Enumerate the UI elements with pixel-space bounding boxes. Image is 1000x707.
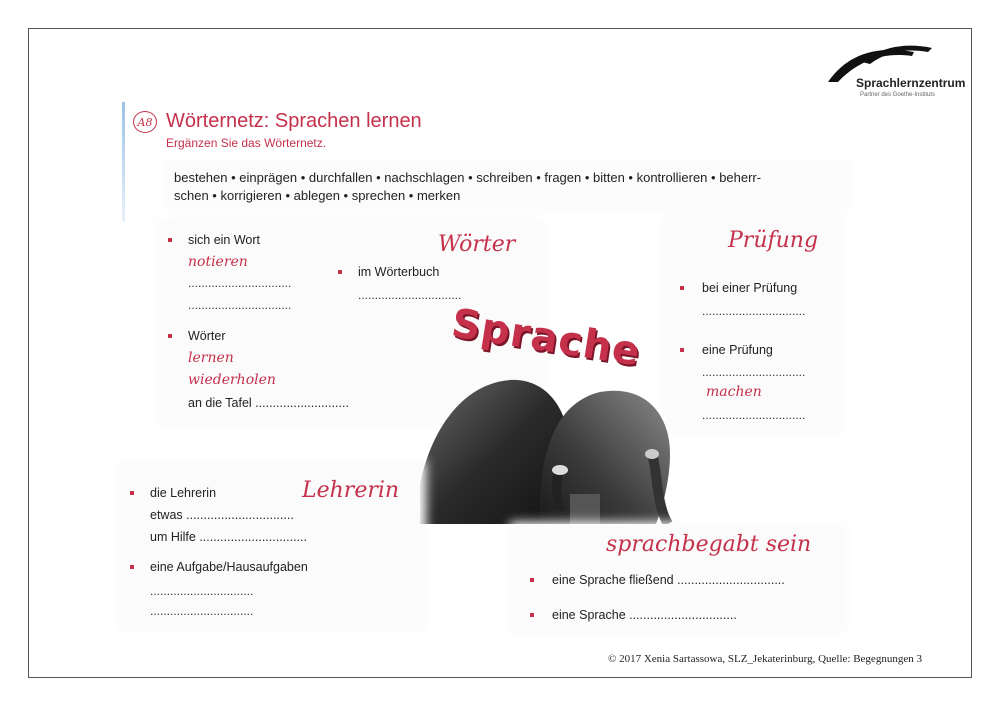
word-bank-line-1: bestehen • einprägen • durchfallen • nachschlagen • schreiben • fragen • bitten • kontrollieren • beherr- bbox=[174, 170, 762, 185]
center-word: Sprache bbox=[448, 300, 644, 376]
sprachbegabt-item2-text: eine Sprache ............................... bbox=[552, 608, 737, 622]
lehrerin-item1-line3: um Hilfe ............................... bbox=[150, 530, 307, 544]
woerter-item1-answer: notieren bbox=[188, 254, 248, 270]
woerter-item2-text: Wörter bbox=[188, 329, 226, 343]
pruefung-item2-text: eine Prüfung bbox=[702, 343, 773, 357]
logo-tagline: Partner des Goethe-Instituts bbox=[860, 92, 936, 98]
bullet-icon bbox=[530, 578, 534, 582]
woerter-item2-answer1: lernen bbox=[188, 350, 234, 366]
accent-bar bbox=[122, 102, 125, 222]
woerter-item1-blank1: ............................... bbox=[188, 276, 292, 290]
bullet-icon bbox=[130, 491, 134, 495]
exercise-title: Wörternetz: Sprachen lernen bbox=[166, 110, 422, 132]
pruefung-item2-blank1: ............................... bbox=[702, 365, 806, 379]
woerter-item3-blank: ............................... bbox=[358, 288, 462, 302]
woerter-item3-text: im Wörterbuch bbox=[358, 265, 440, 279]
pruefung-item2-blank2: ............................... bbox=[702, 408, 806, 422]
exercise-subtitle: Ergänzen Sie das Wörternetz. bbox=[166, 136, 327, 150]
bullet-icon bbox=[168, 334, 172, 338]
lehrerin-item2-blank2: ............................... bbox=[150, 604, 254, 618]
lehrerin-item1-line2: etwas ............................... bbox=[150, 508, 294, 522]
bullet-icon bbox=[130, 565, 134, 569]
lehrerin-heading: Lehrerin bbox=[302, 478, 400, 503]
exercise-badge: A8 bbox=[133, 111, 157, 133]
bullet-icon bbox=[338, 270, 342, 274]
lehrerin-item1-text: die Lehrerin bbox=[150, 486, 217, 500]
girls-photo bbox=[420, 374, 682, 524]
sprachbegabt-heading: sprachbegabt sein bbox=[606, 532, 812, 557]
woerter-item1-blank2: ............................... bbox=[188, 298, 292, 312]
pruefung-heading: Prüfung bbox=[728, 228, 819, 253]
woerter-item2-answer2: wiederholen bbox=[188, 372, 276, 388]
lehrerin-item2-blank1: ............................... bbox=[150, 584, 254, 598]
lehrerin-item2-text: eine Aufgabe/Hausaufgaben bbox=[150, 560, 308, 574]
logo bbox=[822, 42, 966, 102]
bullet-icon bbox=[680, 286, 684, 290]
word-bank-line-2: schen • korrigieren • ablegen • sprechen • merken bbox=[174, 188, 461, 203]
woerter-heading: Wörter bbox=[438, 232, 516, 257]
bullet-icon bbox=[168, 238, 172, 242]
woerter-item1-text: sich ein Wort bbox=[188, 233, 261, 247]
woerter-item2-line3: an die Tafel ........................... bbox=[188, 396, 349, 410]
word-bank bbox=[174, 169, 854, 205]
bullet-icon bbox=[680, 348, 684, 352]
pruefung-item2-answer: machen bbox=[706, 384, 762, 400]
logo-name: Sprachlernzentrum bbox=[856, 76, 966, 90]
bullet-icon bbox=[530, 613, 534, 617]
sprachbegabt-item1-text: eine Sprache fließend ............................... bbox=[552, 573, 785, 587]
pruefung-item1-text: bei einer Prüfung bbox=[702, 281, 798, 295]
pruefung-item1-blank: ............................... bbox=[702, 304, 806, 318]
footer-credit: © 2017 Xenia Sartassowa, SLZ_Jekaterinburg, Quelle: Begegnungen 3 bbox=[608, 653, 922, 665]
